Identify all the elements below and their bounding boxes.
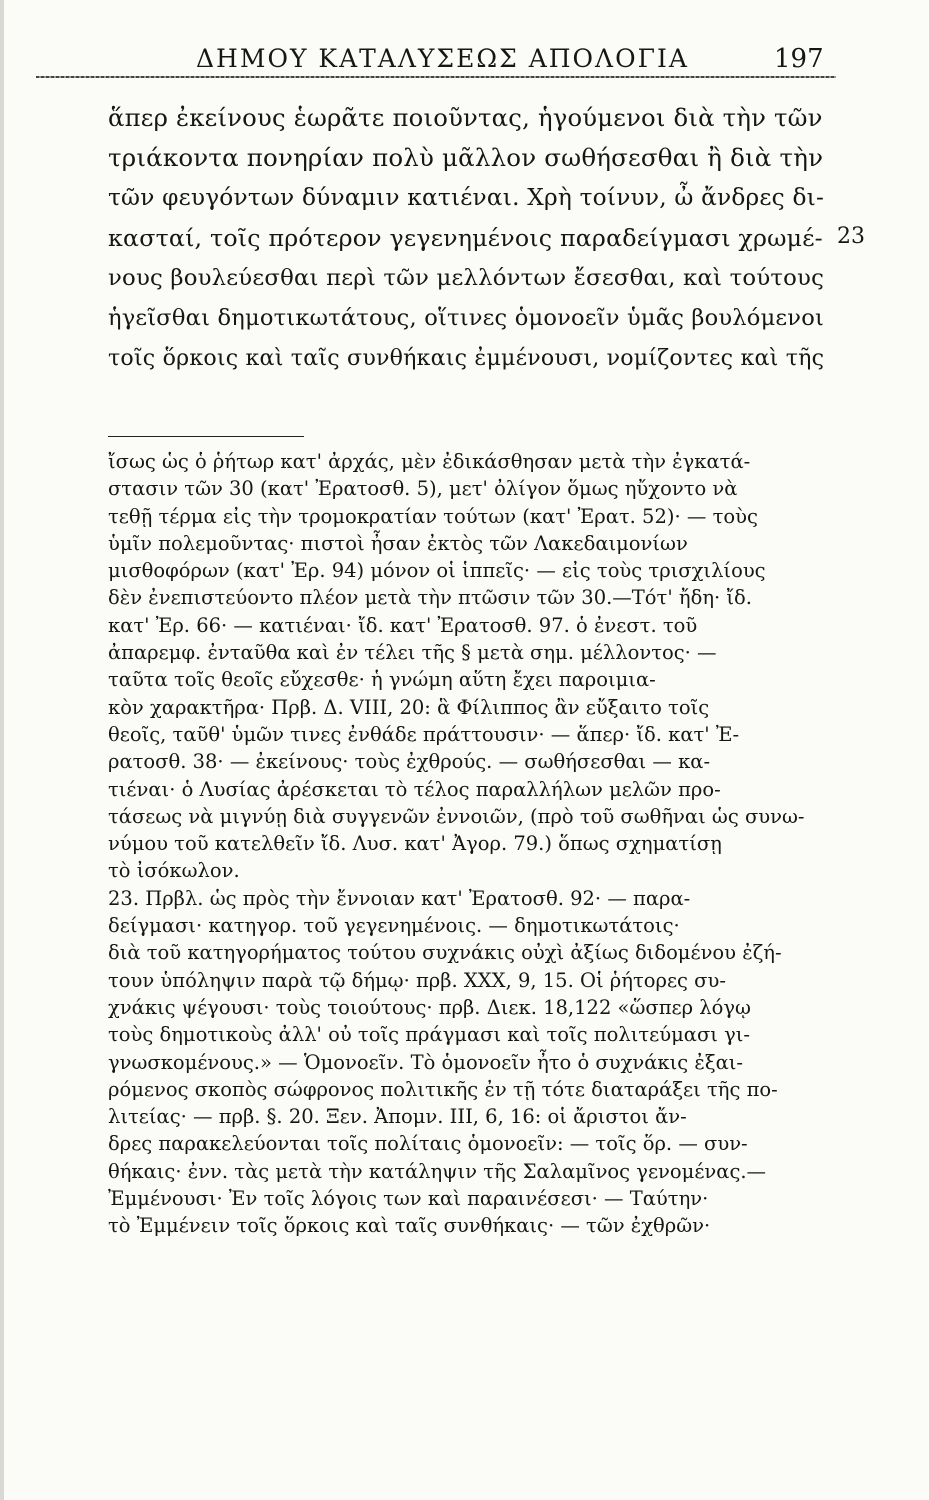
note-line: ρόμενος σκοπὸς σώφρονος πολιτικῆς ἐν τῇ τότε διαταράξει τῆς πο-: [108, 1077, 778, 1101]
margin-section-number: 23: [837, 224, 865, 249]
note-line: ταῦτα τοῖς θεοῖς εὔχεσθε· ἡ γνώμη αὕτη ἔχει παροιμια-: [108, 668, 656, 692]
note-line: δείγμασι· κατηγορ. τοῦ γεγενημένοις. — δημοτικωτάτοις·: [108, 914, 680, 938]
main-text-line: κασταί, τοῖς πρότερον γεγενημένοις παραδείγμασι χρωμέ-: [108, 224, 823, 252]
note-line: τὸ Ἐμμένειν τοῖς ὅρκοις καὶ ταῖς συνθήκαις· — τῶν ἐχθρῶν·: [108, 1214, 711, 1238]
note-line: ρατοσθ. 38· — ἐκείνους· τοὺς ἐχθρούς. — σωθήσεσθαι — κα-: [108, 750, 711, 774]
note-line: τιέναι· ὁ Λυσίας ἀρέσκεται τὸ τέλος παραλλήλων μελῶν προ-: [108, 777, 721, 801]
note-line: ἴσως ὡς ὁ ῥήτωρ κατ' ἀρχάς, μὲν ἐδικάσθησαν μετὰ τὴν ἐγκατά-: [108, 450, 751, 473]
commentary-notes: [108, 448, 830, 1240]
page-number: 197: [774, 44, 824, 74]
note-line: διὰ τοῦ κατηγορήματος τούτου συχνάκις οὐχὶ ἀξίως διδομένου ἐζή-: [108, 941, 782, 965]
note-line: τεθῇ τέρμα εἰς τὴν τρομοκρατίαν τούτων (κατ' Ἐρατ. 52)· — τοὺς: [108, 504, 758, 528]
page-edge: [0, 0, 4, 1500]
note-line: κατ' Ἐρ. 66· — κατιέναι· ἴδ. κατ' Ἐρατοσθ. 97. ὁ ἐνεστ. τοῦ: [108, 613, 698, 637]
note-line: τοὺς δημοτικοὺς ἀλλ' οὐ τοῖς πράγμασι καὶ τοῖς πολιτεύμασι γι-: [108, 1023, 750, 1047]
main-text-line: τοῖς ὅρκοις καὶ ταῖς συνθήκαις ἐμμένουσι, νομίζοντες καὶ τῆς: [108, 345, 825, 371]
note-line: νύμου τοῦ κατελθεῖν ἴδ. Λυσ. κατ' Ἀγορ. 79.) ὅπως σχηματίσῃ: [108, 832, 722, 856]
footnote-rule: [108, 436, 304, 437]
note-line: ἀπαρεμφ. ἐνταῦθα καὶ ἐν τέλει τῆς § μετὰ σημ. μέλλοντος· —: [108, 641, 717, 665]
main-text: [108, 98, 830, 378]
running-head: [36, 40, 836, 80]
note-line: λιτείας· — πρβ. §. 20. Ξεν. Ἀπομν. III, 6, 16: οἱ ἄριστοι ἄν-: [108, 1105, 687, 1129]
header-rule: [36, 76, 836, 78]
note-line: δρες παρακελεύονται τοῖς πολίταις ὁμονοεῖν: — τοῖς ὅρ. — συν-: [108, 1132, 748, 1156]
main-text-line: ἡγεῖσθαι δημοτικωτάτους, οἵτινες ὁμονοεῖν ὑμᾶς βουλόμενοι: [108, 305, 825, 331]
main-text-line: νους βουλεύεσθαι περὶ τῶν μελλόντων ἔσεσθαι, καὶ τούτους: [108, 265, 825, 291]
note-line: τουν ὑπόληψιν παρὰ τῷ δήμῳ· πρβ. XXX, 9, 15. Οἱ ῥήτορες συ-: [108, 968, 726, 992]
note-line: ὑμῖν πολεμοῦντας· πιστοὶ ἦσαν ἐκτὸς τῶν Λακεδαιμονίων: [108, 531, 688, 555]
note-line: δὲν ἐνεπιστεύοντο πλέον μετὰ τὴν πτῶσιν τῶν 30.—Τότ' ἤδη· ἴδ.: [108, 586, 752, 610]
note-line: τάσεως νὰ μιγνύῃ διὰ συγγενῶν ἐννοιῶν, (πρὸ τοῦ σωθῆναι ὡς συνω-: [108, 804, 805, 828]
note-line: τὸ ἰσόκωλον.: [108, 859, 240, 883]
note-line: γνωσκομένους.» — Ὁμονοεῖν. Τὸ ὁμονοεῖν ἦτο ὁ συχνάκις ἐξαι-: [108, 1050, 743, 1074]
main-text-line: τῶν φευγόντων δύναμιν κατιέναι. Χρὴ τοίνυν, ὦ ἄνδρες δι-: [108, 184, 825, 211]
note-line: 23. Πρβλ. ὡς πρὸς τὴν ἔννοιαν κατ' Ἐρατοσθ. 92· — παρα-: [108, 886, 691, 910]
note-line: θεοῖς, ταῦθ' ὑμῶν τινες ἐνθάδε πράττουσιν· — ἅπερ· ἴδ. κατ' Ἐ-: [108, 722, 740, 746]
main-text-line: ἅπερ ἐκείνους ἑωρᾶτε ποιοῦντας, ἡγούμενοι διὰ τὴν τῶν: [108, 103, 823, 132]
running-title: ΔΗΜΟΥ ΚΑΤΑΛΥΣΕΩΣ ΑΠΟΛΟΓΙΑ: [196, 44, 689, 73]
note-line: κὸν χαρακτῆρα· Πρβ. Δ. VIII, 20: ἃ Φίλιππος ἂν εὔξαιτο τοῖς: [108, 695, 710, 719]
note-line: Ἐμμένουσι· Ἐν τοῖς λόγοις των καὶ παραινέσεσι· — Ταύτην·: [108, 1187, 709, 1211]
note-line: μισθοφόρων (κατ' Ἐρ. 94) μόνον οἱ ἱππεῖς· — εἰς τοὺς τρισχιλίους: [108, 559, 766, 583]
note-line: θήκαις· ἐνν. τὰς μετὰ τὴν κατάληψιν τῆς Σαλαμῖνος γενομένας.—: [108, 1159, 767, 1183]
note-line: στασιν τῶν 30 (κατ' Ἐρατοσθ. 5), μετ' ὀλίγον ὅμως ηὔχοντο νὰ: [108, 477, 738, 501]
main-text-line: τριάκοντα πονηρίαν πολὺ μᾶλλον σωθήσεσθαι ἢ διὰ τὴν: [108, 143, 824, 172]
note-line: χνάκις ψέγουσι· τοὺς τοιούτους· πρβ. Διεκ. 18,122 «ὥσπερ λόγῳ: [108, 995, 751, 1019]
